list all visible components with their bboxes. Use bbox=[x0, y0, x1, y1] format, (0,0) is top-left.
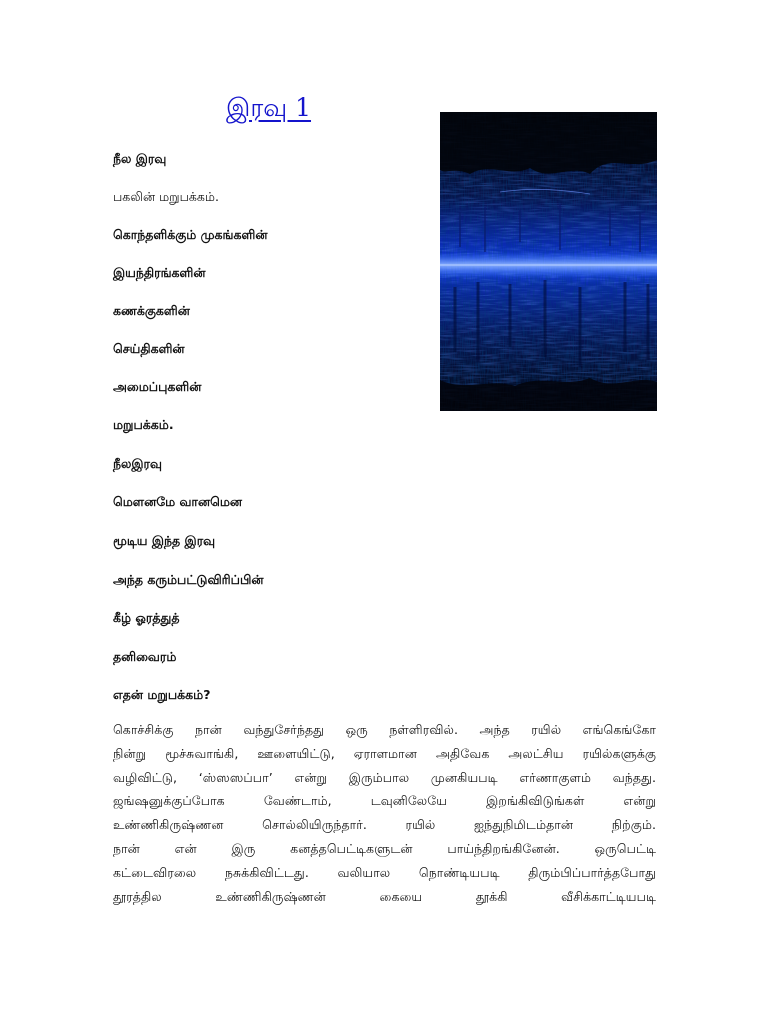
poem-line: அமைப்புகளின் bbox=[113, 379, 202, 394]
page-title: இரவு 1 bbox=[226, 93, 312, 122]
blue-night-painting bbox=[440, 112, 657, 411]
painting-canvas bbox=[440, 112, 657, 411]
poem-line: இயந்திரங்களின் bbox=[113, 265, 206, 280]
prose-line: நான் என் இரு கனத்தபெட்டிகளுடன் பாய்ந்திறங்கினேன். ஒருபெட்டி bbox=[113, 840, 656, 856]
prose-line: நின்று மூச்சுவாங்கி, ஊளையிட்டு, ஏராளமான அதிவேக அலட்சிய ரயில்களுக்கு bbox=[113, 745, 656, 761]
poem-line: மௌனமே வானமென bbox=[113, 494, 242, 509]
prose-line: வழிவிட்டு, ‘ஸ்ஸஸப்பா’ என்று இரும்பால முனகியபடி எர்ணாகுளம் வந்தது. bbox=[113, 769, 656, 785]
poem-line: மறுபக்கம். bbox=[113, 417, 174, 432]
poem-line: கொந்தளிக்கும் முகங்களின் bbox=[113, 227, 268, 242]
prose-line: தூரத்தில உண்ணிகிருஷ்ணன் கையை தூக்கி வீசிக்காட்டியபடி bbox=[113, 888, 656, 904]
prose-line: கட்டைவிரலை நசுக்கிவிட்டது. வலியால நொண்டியபடி திரும்பிப்பார்த்தபோது bbox=[113, 864, 656, 880]
poem-line: நீல இரவு bbox=[113, 151, 167, 166]
prose-line: ஜங்ஷனுக்குப்போக வேண்டாம், டவுனிலேயே இறங்கிவிடுங்கள் என்று bbox=[113, 793, 656, 809]
prose-paragraph bbox=[113, 718, 656, 908]
poem-line: செய்திகளின் bbox=[113, 341, 185, 356]
poem-line: கீழ் ஓரத்துத் bbox=[113, 610, 180, 625]
poem-line: நீலஇரவு bbox=[113, 456, 162, 471]
poem-line: அந்த கரும்பட்டுவிரிப்பின் bbox=[113, 572, 264, 587]
prose-line: கொச்சிக்கு நான் வந்துசேர்ந்தது ஒரு நள்ளிரவில். அந்த ரயில் எங்கெங்கோ bbox=[113, 722, 656, 737]
poem-line: எதன் மறுபக்கம்? bbox=[113, 687, 211, 702]
poem-line: கணக்குகளின் bbox=[113, 303, 190, 318]
poem-line: மூடிய இந்த இரவு bbox=[113, 533, 216, 548]
prose-line: உண்ணிகிருஷ்ணன சொல்லியிருந்தார். ரயில் ஐந்துநிமிடம்தான் நிற்கும். bbox=[113, 817, 656, 833]
poem-line: பகலின் மறுபக்கம். bbox=[113, 189, 219, 204]
poem-line: தனிவைரம் bbox=[113, 649, 177, 664]
